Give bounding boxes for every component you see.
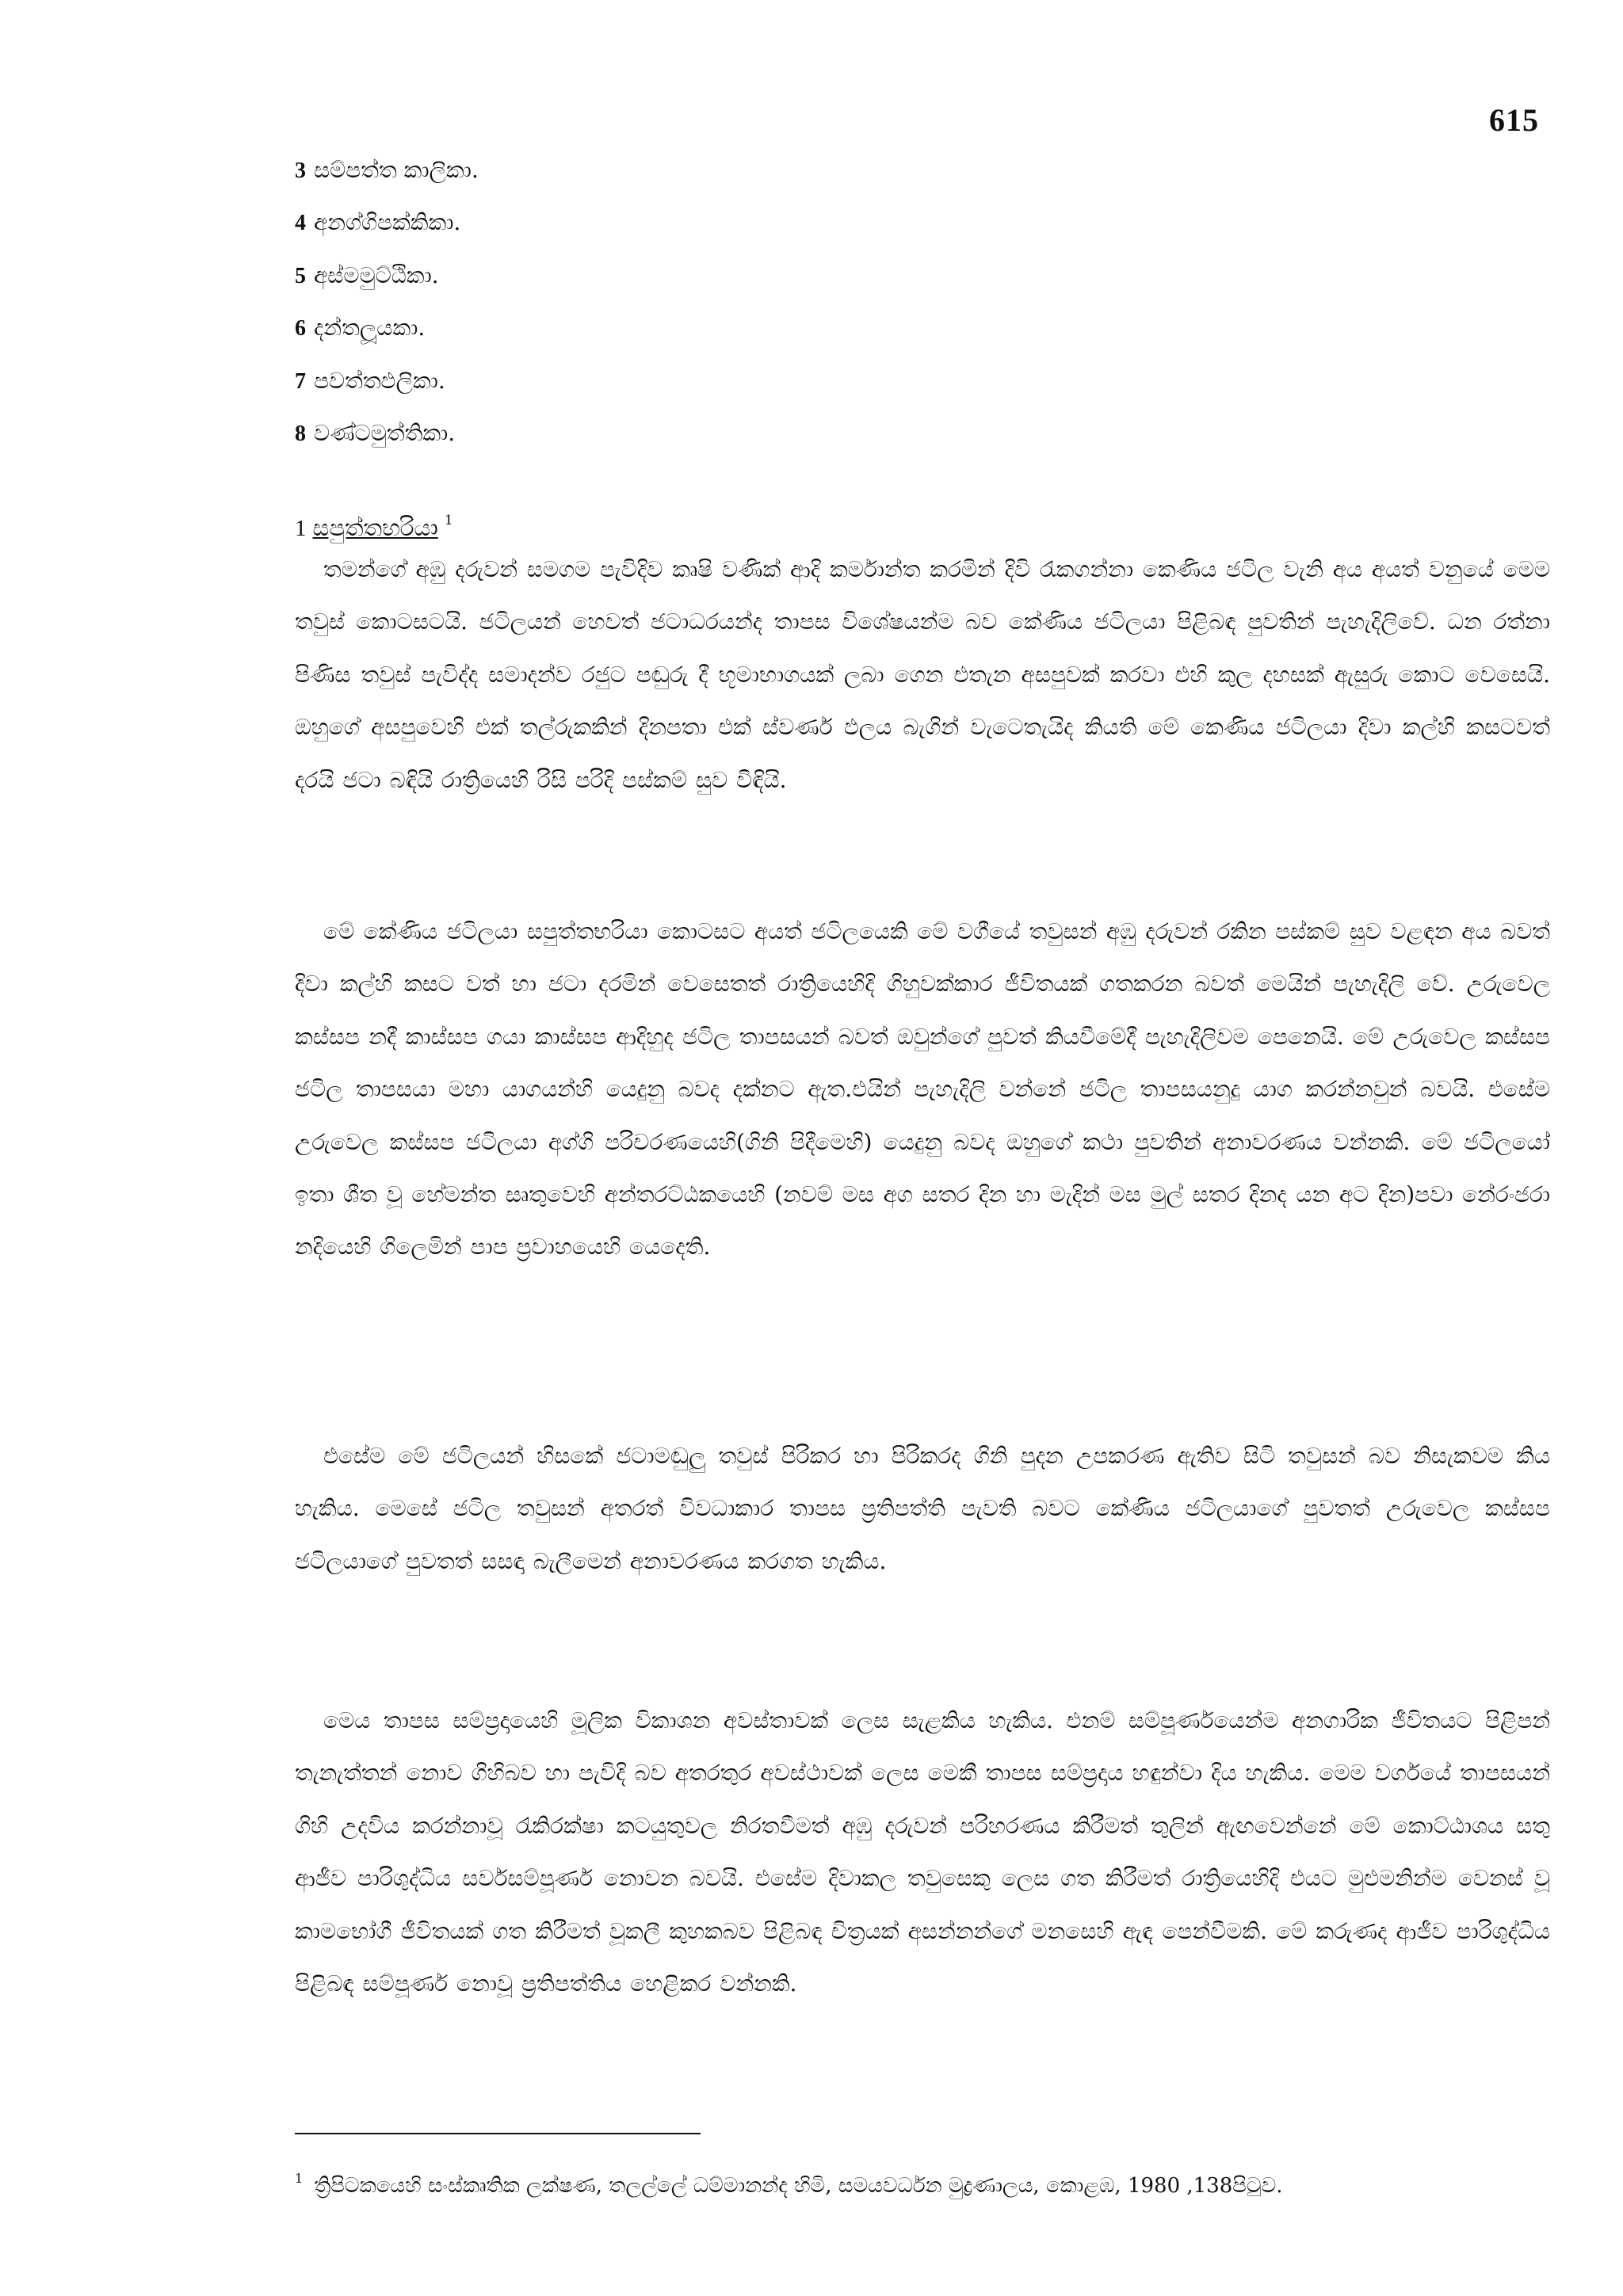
footnote-text: ත්‍රිපිටකයෙහි සංස්කෘතික ලක්ෂණ, තලල්ලේ ධම්මානන්ද හිමි, සමයවර්ධන මුද්‍රණාලය, කොළඹ, 1980 ,138පිටුව. — [314, 2174, 1283, 2198]
footnote — [295, 2163, 1579, 2202]
list-item-number: 3 — [295, 158, 306, 183]
list-item-number: 7 — [295, 368, 306, 394]
list-item — [295, 355, 479, 407]
footnote-reference[interactable]: 1 — [444, 513, 453, 528]
page-number: 615 — [1489, 102, 1539, 138]
list-item — [295, 144, 479, 196]
body-paragraph: මෙය තාපස සම්ප්‍රදායෙහි මූලික විකාශන අවස්තාවක් ලෙස සැළකිය හැකිය. එනම් සම්පූර්ණයෙන්ම අනගාරික ජීවිතයට පිළිපන් තැනැත්තන් නොව ගිහිබව හා පැවිදි බව අතරතුර අවස්ථාවක් ලෙස මෙකී තාපස සම්ප්‍රදාය හඳුන්වා දිය හැකිය. මෙම වර්ගයේ තාපසයන් ගිහි උදවිය කරන්නාවූ රැකිරක්ෂා කටයුතුවල නිරතවීමත් අඹු දරුවන් පරිහරණය කිරීමත් තුලින් ඇඟවෙන්නේ මේ කොට්ඨාශය සතු ආජීව පාරිශුද්ධිය සර්වසම්පූර්ණ නොවන බවයි. එසේම දිවාකල තවුසෙකු ලෙස ගත කිරීමත් රාත්‍රියෙහිදි එයට මුළුමනින්ම වෙනස් වූ කාමභෝගී ජීවිතයක් ගත කිරීමත් වූකලී කුහකබව පිළිබඳ චිත්‍රයක් අසන්නන්ගේ මනසෙහි ඇඳ පෙන්වීමකි. මේ කරුණද ආජීව පාරිශුද්ධිය පිළිබඳ සම්පූර්ණ නොවූ ප්‍රතිපත්තිය හෙළිකර වන්නකි. — [295, 1707, 1550, 1997]
footnote-number: 1 — [295, 2171, 304, 2186]
list-item — [295, 250, 479, 302]
list-item-text: වණ්ටමුත්තිකා. — [314, 419, 456, 446]
body-paragraph: එසේම මේ ජටිලයන් හිසකේ ජටාමඬුලු තවුස් පිරිකර හා පිරිකරද ගිනි පුදන උපකරණ ඇතිව සිටි තවුසන් බව නිසැකවම කිය හැකිය. මෙසේ ජටිල තවුසන් අතරත් විවධාකාර තාපස ප්‍රතිපත්ති පැවති බවට කේණිය ජටිලයාගේ පුවතත් උරුවෙල කස්සප ජටිලයාගේ පුවතත් සසඳා බැලීමෙන් අනාවරණය කරගත හැකිය. — [295, 1443, 1550, 1574]
list-item — [295, 407, 479, 460]
section-heading — [295, 505, 453, 544]
list-item-number: 6 — [295, 316, 306, 341]
section-title: සපුත්තභරියා — [312, 514, 438, 541]
list-item-text: අස්මමුට්ඨිකා. — [314, 261, 439, 288]
list-item-text: අනග්ගිපක්කිකා. — [314, 209, 461, 236]
section-number: 1 — [295, 516, 307, 541]
body-paragraph: තමන්ගේ අඹු දරුවන් සමගම පැවිදිව කෘෂි වණික් ආදි කර්මාන්ත කරමින් දිවි රැකගන්නා කෙණිය ජටිල වැනි අය අයත් වනුයේ මෙම තවුස් කොටසටයි. ජටිලයන් හෙවත් ජටාධරයන්ද තාපස විශේෂයන්ම බව කේණිය ජටිලයා පිළිබඳ පුවතින් පැහැදිලිවේ. ධන රත්නා පිණිස තවුස් පැවිද්ද සමාදන්ව රජුට පඬුරු දී භූමාභාගයක් ලබා ගෙන එතැන අසපුවක් කරවා එහි කුල දහසක් ඇසුරු කොට වෙසෙයි. ඔහුගේ අසපුවෙහි එක් තල්රුකකින් දිනපතා එක් ස්වර්ණ ඵලය බැගින් වැටෙතැයිද කියති මේ කෙණිය ජටිලයා දිවා කල්හි කසටවත් දරයි ජටා බඳියි රාත්‍රියෙහි රිසි පරිදි පස්කම් සුව විඳියි. — [295, 556, 1550, 793]
list-item-text: දන්තලූයකා. — [314, 315, 426, 341]
list-item-number: 5 — [295, 263, 306, 288]
list-item — [295, 196, 479, 249]
list-item — [295, 302, 479, 354]
list-item-number: 4 — [295, 211, 306, 236]
tapasa-type-list — [295, 144, 479, 460]
list-item-text: සම්පත්ත කාලිකා. — [314, 157, 479, 183]
list-item-number: 8 — [295, 421, 306, 446]
list-item-text: පවත්තඵලිකා. — [314, 367, 445, 394]
footnote-divider — [295, 2133, 701, 2134]
body-paragraph: මේ කේණිය ජටිලයා සපුත්තභරියා කොටසට අයත් ජටිලයෙකි මේ වගීයේ තවුසන් අඹු දරුවන් රකින පස්කම් සුව වළඳන අය බවත් දිවා කල්හි කසට වත් හා ජටා දරමින් වෙසෙතත් රාත්‍රියෙහිදි ගිහුවක්කාර ජීවිතයක් ගතකරන බවත් මෙයින් පැහැදිලි වේ. උරුවෙල කස්සප නදී කාස්සප ගයා කාස්සප ආදිහුද ජටිල තාපසයන් බවත් ඔවුන්ගේ පුවත් කියවීමේදී පැහැදිලිවම පෙනෙයි. මේ උරුවෙල කස්සප ජටිල තාපසයා මහා යාගයන්හි යෙදුනු බවද දක්නට ඇත.එයින් පැහැදිලි වන්නේ ජටිල තාපසයනුදු යාග කරන්නවුන් බවයි. එසේම උරුවෙල කස්සප ජටිලයා අග්ගි පරිචරණයෙහි(ගිනි පිදීමෙහි) යෙදුනු බවද ඔහුගේ කථා පුවතින් අනාවරණය වන්නකි. මේ ජටිලයෝ ඉතා ශීත වූ හේමන්ත සෘතුවෙහි අන්තරට්ඨකයෙහි (නවම් මස අග සතර දින හා මැදින් මස මුල් සතර දිනද යන අට දින)පවා නේරංජරා නදියෙහි ගිලෙමින් පාප ප්‍රවාහයෙහි යෙදෙති. — [295, 918, 1550, 1261]
